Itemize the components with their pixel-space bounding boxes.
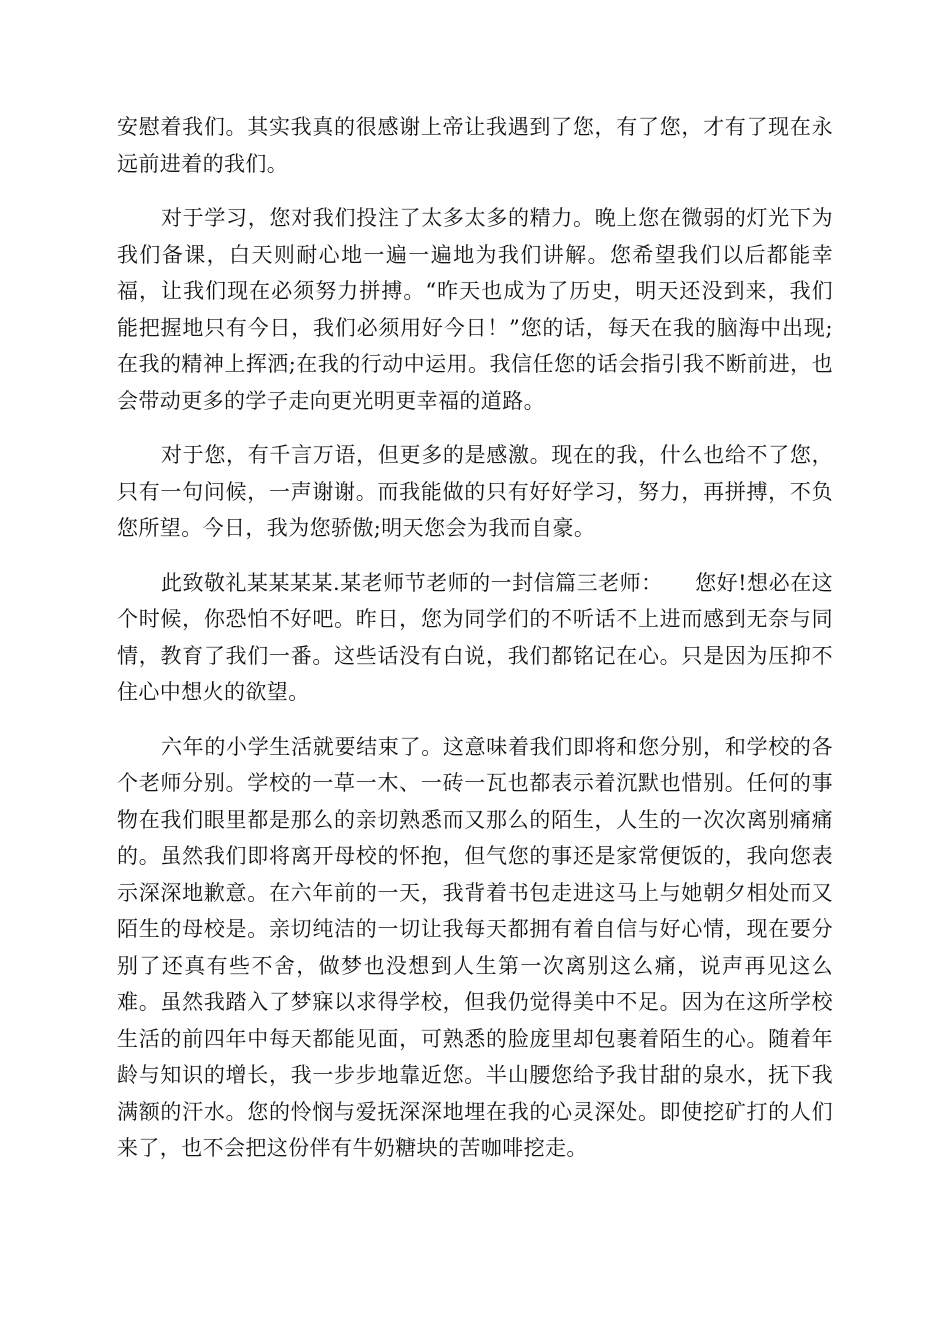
paragraph-2: 对于学习，您对我们投注了太多太多的精力。晚上您在微弱的灯光下为我们备课，白天则耐心地一遍一遍地为我们讲解。您希望我们以后都能幸福，让我们现在必须努力拼搏。“昨天也成为了历史，明天还没到来，我们能把握地只有今日，我们必须用好今日！”您的话，每天在我的脑海中出现;在我的精神上挥洒;在我的行动中运用。我信任您的话会指引我不断前进，也会带动更多的学子走向更光明更幸福的道路。 (117, 206, 833, 413)
document-body (117, 109, 833, 1185)
paragraph-5: 六年的小学生活就要结束了。这意味着我们即将和您分别，和学校的各个老师分别。学校的一草一木、一砖一瓦也都表示着沉默也惜别。任何的事物在我们眼里都是那么的亲切熟悉而又那么的陌生，人生的一次次离别痛痛的。虽然我们即将离开母校的怀抱，但气您的事还是家常便饭的，我向您表示深深地歉意。在六年前的一天，我背着书包走进这马上与她朝夕相处而又陌生的母校是。亲切纯洁的一切让我每天都拥有着自信与好心情，现在要分别了还真有些不舍，做梦也没想到人生第一次离别这么痛，说声再见这么难。虽然我踏入了梦寐以求得学校，但我仍觉得美中不足。因为在这所学校生活的前四年中每天都能见面，可熟悉的脸庞里却包裹着陌生的心。随着年龄与知识的增长，我一步步地靠近您。半山腰您给予我甘甜的泉水，抚下我满额的汗水。您的怜悯与爱抚深深地埋在我的心灵深处。即使挖矿打的人们来了，也不会把这份伴有牛奶糖块的苦咖啡挖走。 (117, 734, 833, 1160)
paragraph-1: 安慰着我们。其实我真的很感谢上帝让我遇到了您，有了您，才有了现在永远前进着的我们。 (117, 115, 833, 176)
paragraph-4: 此致敬礼某某某某.某老师节老师的一封信篇三老师： 您好!想必在这个时候，你恐怕不好吧。昨日，您为同学们的不听话不上进而感到无奈与同情，教育了我们一番。这些话没有白说，我们都铭记在心。只是因为压抑不住心中想火的欲望。 (117, 570, 833, 704)
paragraph-3: 对于您，有千言万语，但更多的是感激。现在的我，什么也给不了您，只有一句问候，一声谢谢。而我能做的只有好好学习，努力，再拼搏，不负您所望。今日，我为您骄傲;明天您会为我而自豪。 (117, 443, 833, 540)
